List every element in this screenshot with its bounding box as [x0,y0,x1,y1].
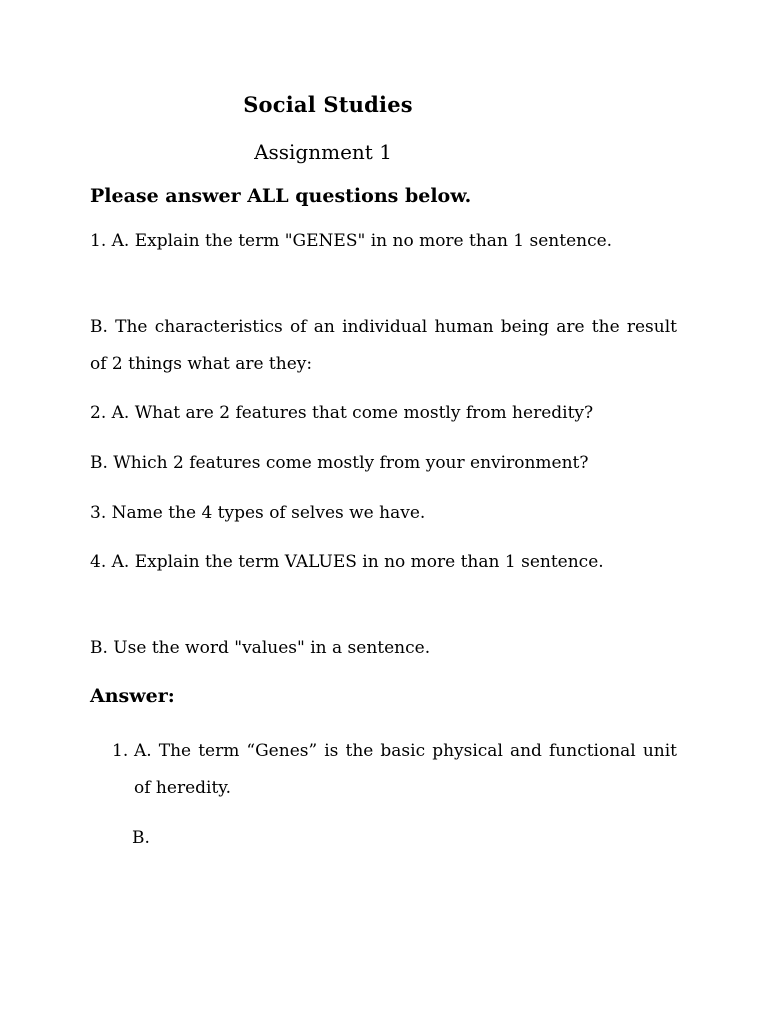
answer-heading: Answer: [90,685,175,707]
document-title: Social Studies [243,92,413,117]
question-2b: B. Which 2 features come mostly from your environment? [90,453,589,473]
document-subtitle: Assignment 1 [254,140,392,164]
question-1a: 1. A. Explain the term "GENES" in no more than 1 sentence. [90,231,613,251]
answer-list-item-1 [112,733,677,807]
instruction-text: Please answer ALL questions below. [90,185,472,207]
answer-item-number: 1. [112,741,129,761]
question-4b: B. Use the word "values" in a sentence. [90,638,431,658]
answer-1a: A. The term “Genes” is the basic physical and functional unit of heredity. [134,741,677,798]
question-1b: B. The characteristics of an individual human being are the result of 2 things what are they: [90,317,677,374]
question-4a: 4. A. Explain the term VALUES in no more than 1 sentence. [90,552,604,572]
answer-1b: B. [132,828,150,848]
question-2a: 2. A. What are 2 features that come mostly from heredity? [90,403,594,423]
question-3: 3. Name the 4 types of selves we have. [90,503,426,523]
